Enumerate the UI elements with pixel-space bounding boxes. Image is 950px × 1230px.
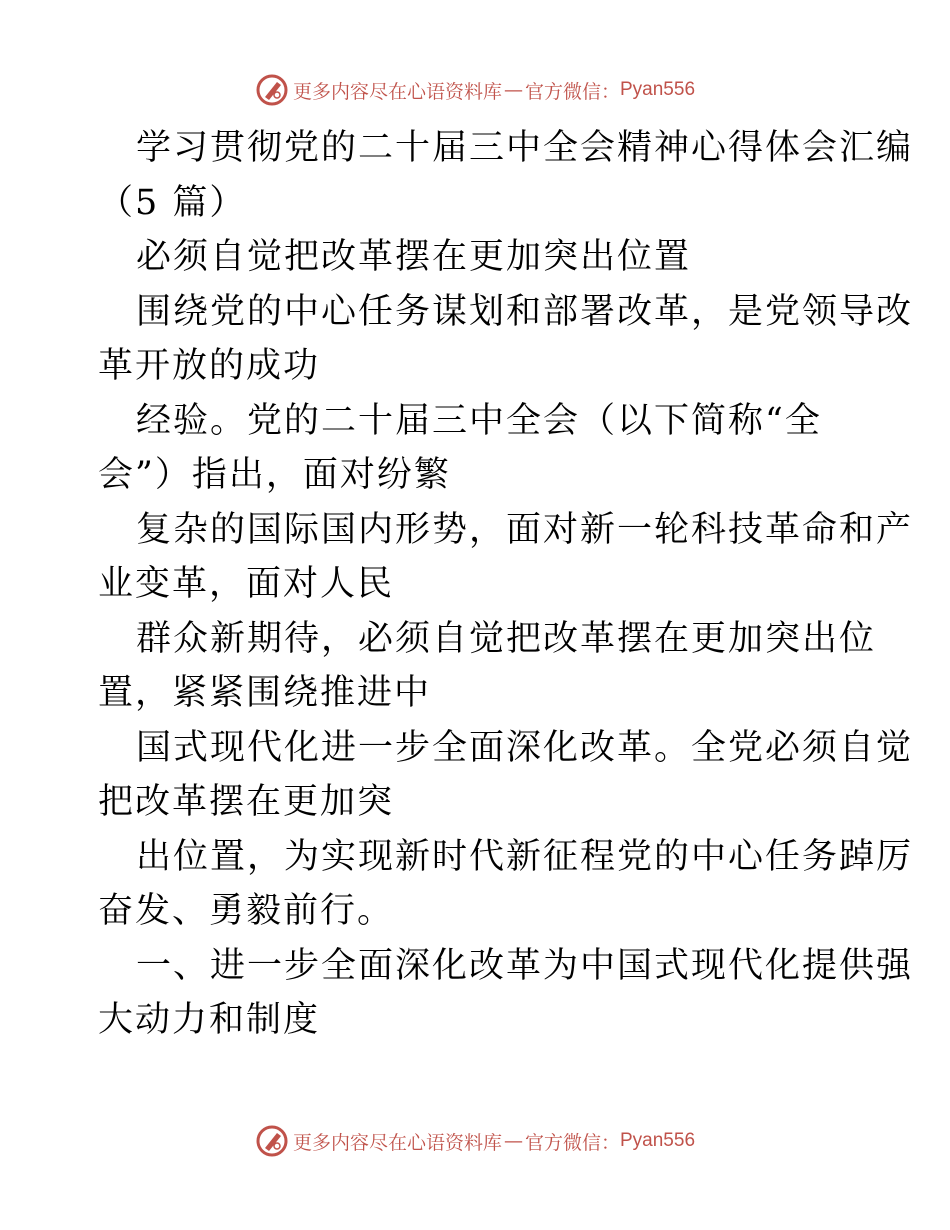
text-line: 国式现代化进一步全面深化改革。全党必须自觉 (136, 727, 914, 768)
pen-logo-icon (255, 1124, 289, 1158)
banner-text: 更多内容尽在心语资料库 (292, 80, 502, 103)
banner-account: Pyan556 (620, 79, 696, 100)
footer-watermark (0, 1121, 950, 1161)
pen-logo-icon (255, 73, 289, 107)
banner-dash: — (503, 79, 523, 101)
text-line: 经验。党的二十届三中全会（以下简称“全 (136, 400, 822, 441)
text-line: 把改革摆在更加突 (98, 782, 395, 822)
text-line: 出位置，为实现新时代新征程党的中心任务踔厉 (136, 836, 914, 877)
text-line: 会”）指出，面对纷繁 (98, 455, 451, 495)
banner-official: 官方微信： (524, 1131, 620, 1154)
text-line: 群众新期待，必须自觉把改革摆在更加突出位 (136, 618, 877, 659)
text-line: 必须自觉把改革摆在更加突出位置 (136, 237, 692, 277)
text-line: 置，紧紧围绕推进中 (98, 673, 432, 713)
text-line: （5 篇） (98, 182, 247, 223)
header-watermark (0, 70, 950, 110)
text-line: 革开放的成功 (98, 346, 321, 386)
text-line: 复杂的国际国内形势，面对新一轮科技革命和产 (136, 509, 914, 550)
text-line: 一、进一步全面深化改革为中国式现代化提供强 (136, 945, 914, 986)
text-line: 大动力和制度 (98, 1000, 321, 1040)
text-line: 围绕党的中心任务谋划和部署改革，是党领导改 (136, 291, 914, 332)
text-line: 学习贯彻党的二十届三中全会精神心得体会汇编 (136, 128, 914, 168)
text-line: 奋发、勇毅前行。 (98, 891, 395, 931)
banner-official: 官方微信： (524, 80, 620, 103)
document-body (98, 121, 914, 1048)
banner-text: 更多内容尽在心语资料库 (292, 1131, 502, 1154)
banner-account: Pyan556 (620, 1130, 696, 1151)
text-line: 业变革，面对人民 (98, 564, 395, 604)
banner-dash: — (503, 1130, 523, 1152)
